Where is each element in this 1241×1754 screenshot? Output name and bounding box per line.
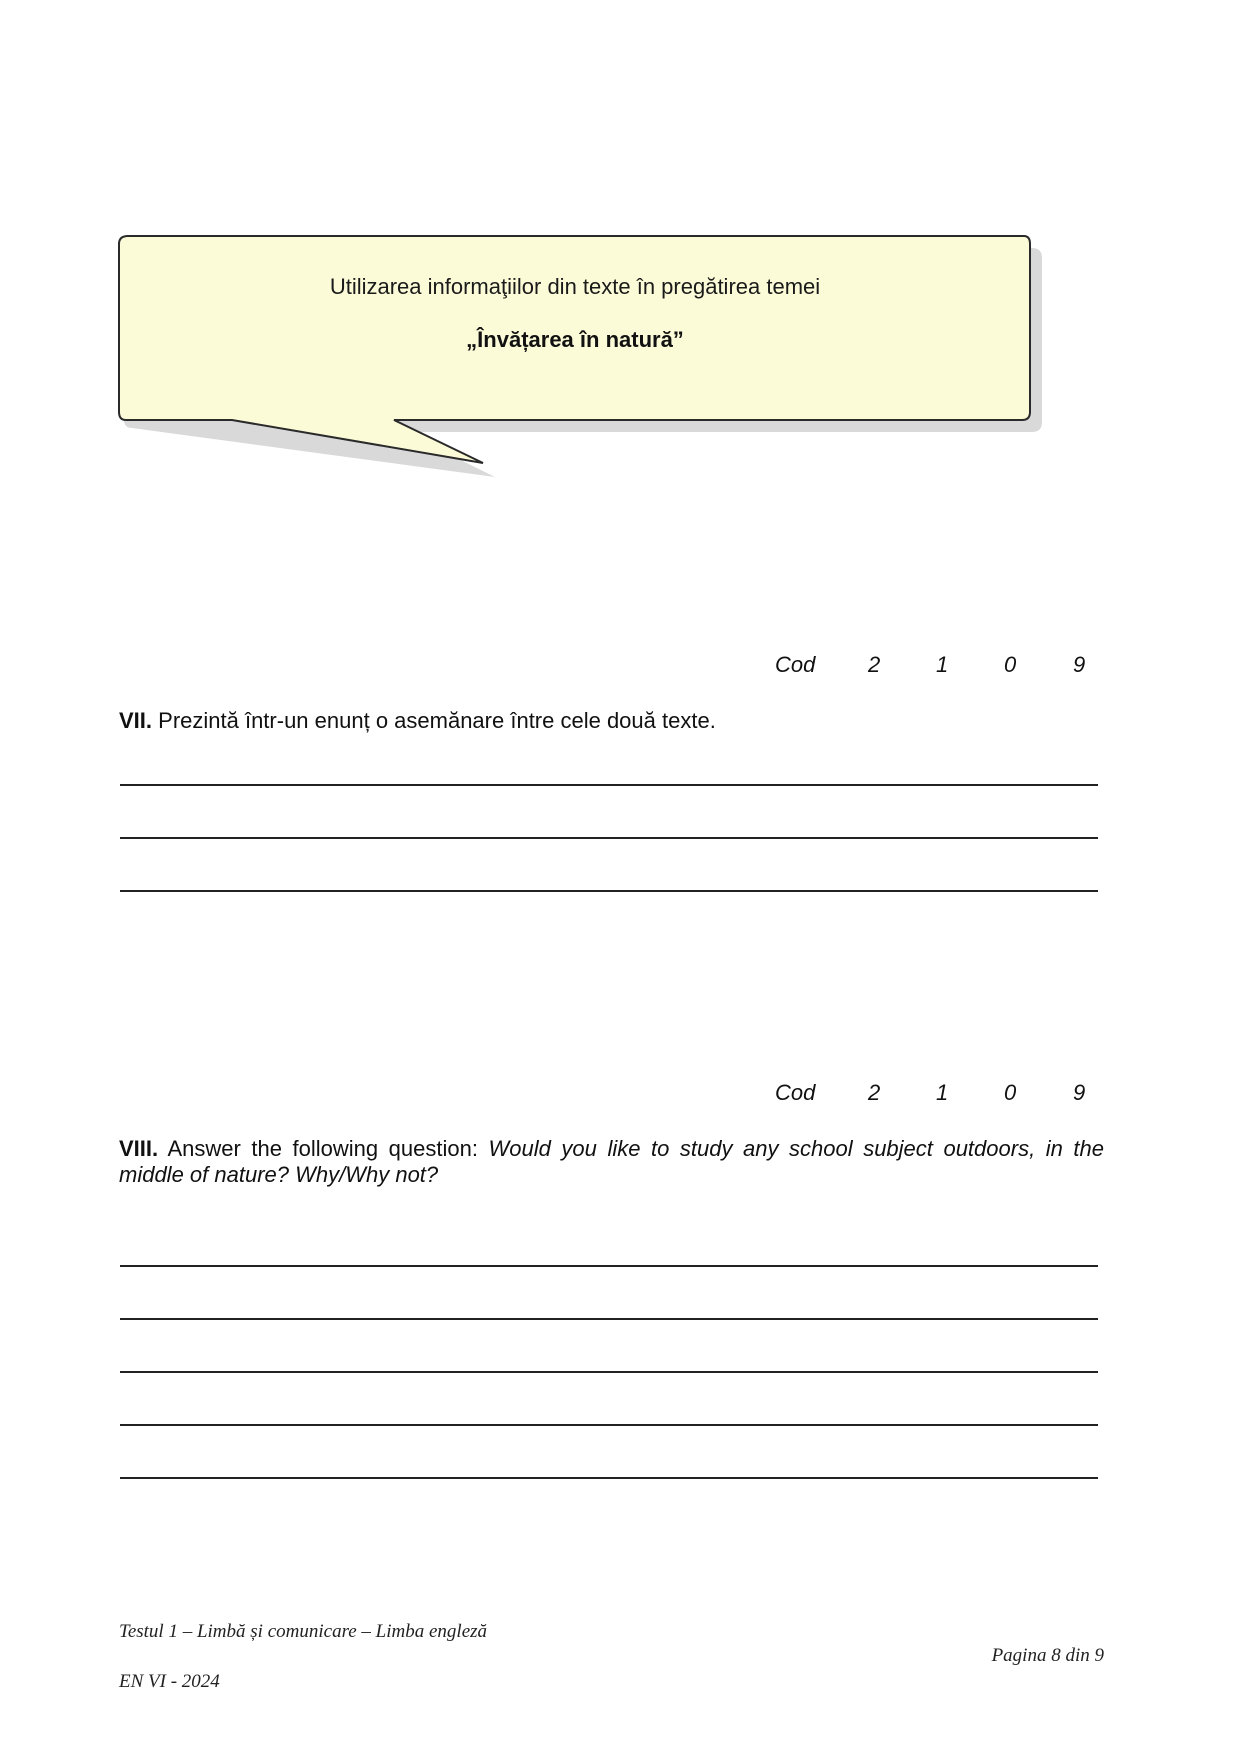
code-value: 9 (1073, 652, 1086, 677)
question-number: VIII. (119, 1136, 159, 1161)
answer-line[interactable] (120, 1477, 1098, 1479)
code-value: 2 (868, 652, 881, 677)
code-label: Cod (775, 1080, 816, 1105)
callout-bubble (0, 0, 1241, 500)
code-value: 9 (1073, 1080, 1086, 1105)
footer-test-line: Testul 1 – Limbă și comunicare – Limba engleză (119, 1621, 488, 1642)
question-italic-text: Would you like to study any school subject outdoors, in the middle of nature? Why/Why not? (119, 1136, 1104, 1187)
answer-line[interactable] (120, 1318, 1098, 1320)
callout-topic: „Învățarea în natură” (466, 327, 684, 352)
code-value: 1 (936, 652, 949, 677)
question-number: VII. (119, 708, 153, 733)
answer-line[interactable] (120, 837, 1098, 839)
code-value: 2 (868, 1080, 881, 1105)
answer-line[interactable] (120, 1424, 1098, 1426)
question-text: Answer the following question: (167, 1136, 478, 1161)
answer-line[interactable] (120, 1371, 1098, 1373)
code-label: Cod (775, 652, 816, 677)
answer-line[interactable] (120, 890, 1098, 892)
question-vii (119, 708, 1104, 734)
question-viii (119, 1136, 1104, 1188)
code-value: 0 (1004, 1080, 1017, 1105)
question-text: Prezintă într-un enunț o asemănare între cele două texte. (158, 708, 716, 733)
answer-line[interactable] (120, 784, 1098, 786)
answer-line[interactable] (120, 1265, 1098, 1267)
callout-title: Utilizarea informaţiilor din texte în pregătirea temei (329, 274, 821, 299)
code-value: 0 (1004, 652, 1017, 677)
footer-exam-line: EN VI - 2024 (119, 1671, 220, 1692)
code-value: 1 (936, 1080, 949, 1105)
footer-page-number: Pagina 8 din 9 (991, 1645, 1104, 1666)
